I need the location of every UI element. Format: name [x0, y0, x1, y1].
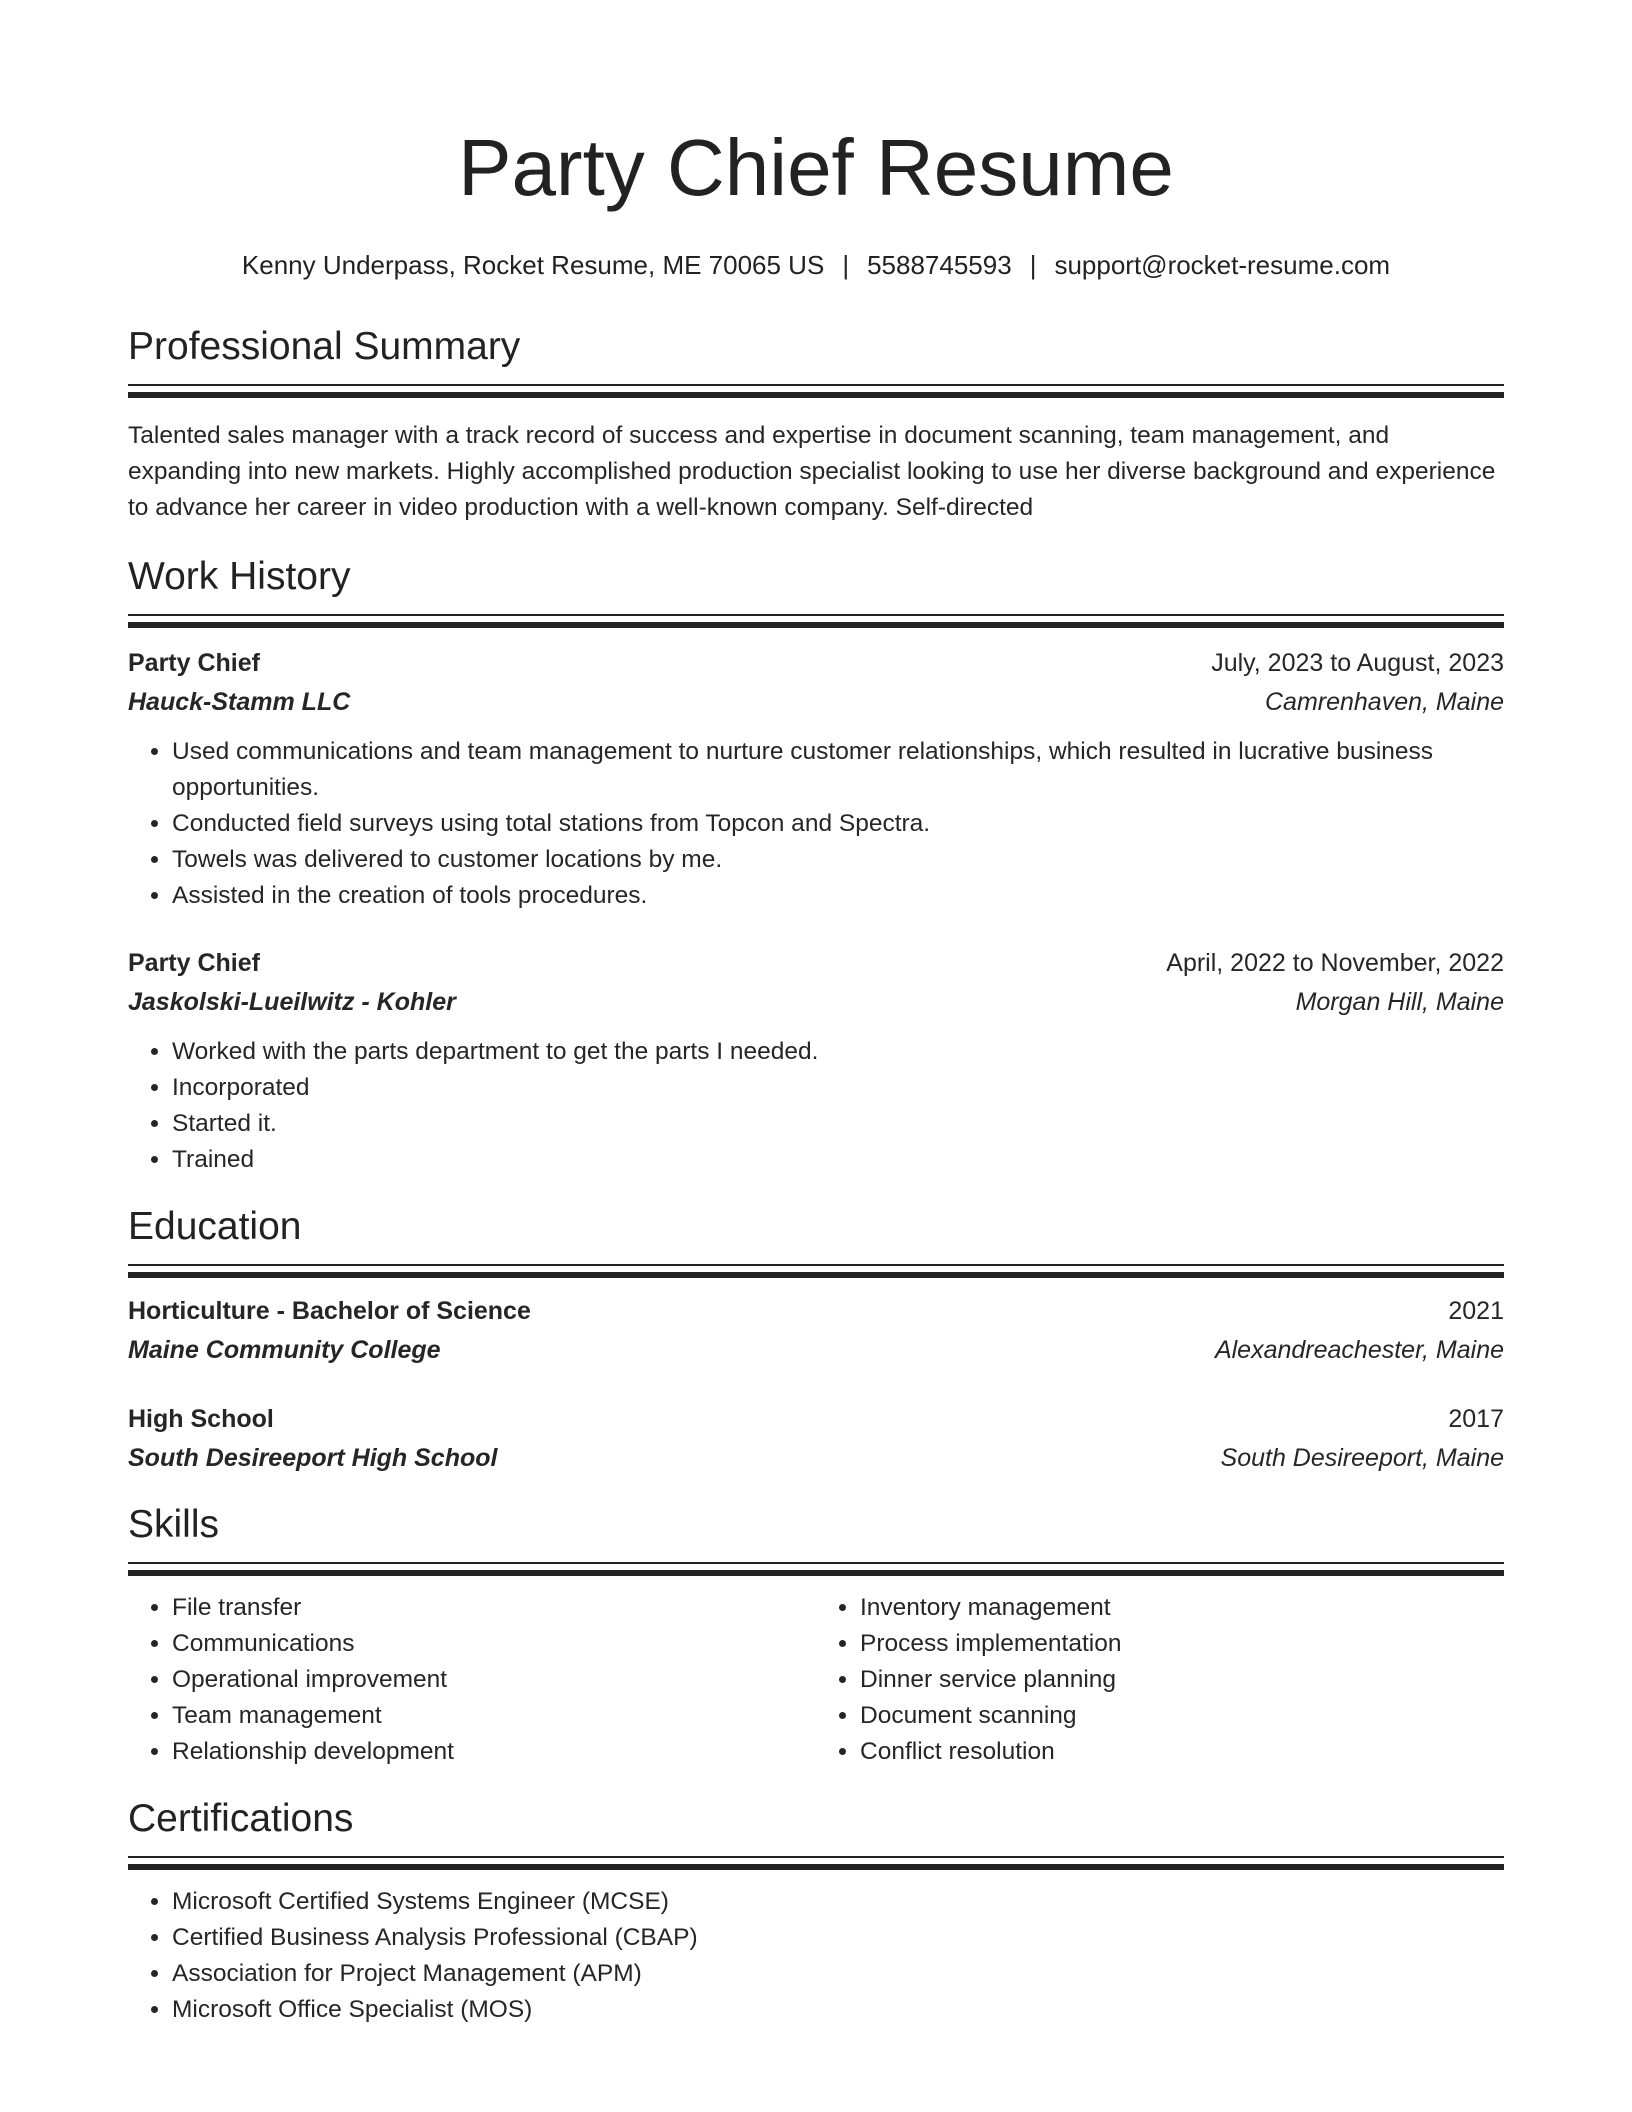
section-heading: Professional Summary [128, 325, 521, 368]
list-item: • Incorporated [172, 1070, 1504, 1106]
school-location: Alexandreachester, Maine [1214, 1336, 1504, 1364]
list-item: • Microsoft Office Specialist (MOS) [172, 1992, 1504, 2028]
section-heading: Certifications [128, 1797, 354, 1840]
certifications-list [128, 1884, 1504, 2028]
section-divider [128, 384, 1504, 398]
list-item: • Towels was delivered to customer locations by me. [172, 842, 1504, 878]
contact-address: Kenny Underpass, Rocket Resume, ME 70065 US [241, 250, 825, 280]
job-bullets [128, 1034, 1504, 1178]
contact-separator: | [842, 250, 850, 280]
section-heading: Skills [128, 1503, 220, 1546]
summary-section [128, 322, 1504, 526]
list-item: • Association for Project Management (APM) [172, 1956, 1504, 1992]
list-item: • Microsoft Certified Systems Engineer (MCSE) [172, 1884, 1504, 1920]
job-title: Party Chief [128, 649, 260, 677]
list-item: • Used communications and team management to nurture customer relationships, which resulted in lucrative business opportunities. [172, 734, 1504, 806]
job-title: Party Chief [128, 949, 260, 977]
list-item: • Worked with the parts department to get the parts I needed. [172, 1034, 1504, 1070]
degree-name: High School [128, 1405, 274, 1433]
list-item: • Communications [172, 1626, 816, 1662]
list-item: • Team management [172, 1698, 816, 1734]
school-location: South Desireeport, Maine [1220, 1444, 1504, 1472]
section-heading: Work History [128, 555, 351, 598]
job-location: Camrenhaven, Maine [1264, 688, 1504, 716]
job-dates: April, 2022 to November, 2022 [1166, 949, 1504, 977]
contact-line [128, 248, 1504, 282]
section-divider [128, 614, 1504, 628]
list-item: • Trained [172, 1142, 1504, 1178]
skills-list-left [128, 1590, 816, 1770]
education-section [128, 1202, 1504, 1478]
contact-email: support@rocket-resume.com [1054, 250, 1391, 280]
section-divider [128, 1264, 1504, 1278]
list-item: • Dinner service planning [860, 1662, 1504, 1698]
skills-section [128, 1500, 1504, 1770]
degree-name: Horticulture - Bachelor of Science [128, 1297, 531, 1325]
section-divider [128, 1856, 1504, 1870]
contact-phone: 5588745593 [867, 250, 1012, 280]
school-name: South Desireeport High School [128, 1444, 498, 1472]
list-item: • Started it. [172, 1106, 1504, 1142]
list-item: • Relationship development [172, 1734, 816, 1770]
graduation-year: 2021 [1448, 1297, 1504, 1325]
job-location: Morgan Hill, Maine [1295, 988, 1504, 1016]
section-heading: Education [128, 1205, 302, 1248]
certifications-section [128, 1794, 1504, 2028]
list-item: • Inventory management [860, 1590, 1504, 1626]
resume-title: Party Chief Resume [458, 123, 1174, 212]
list-item: • Assisted in the creation of tools procedures. [172, 878, 1504, 914]
list-item: • Document scanning [860, 1698, 1504, 1734]
job-entry [128, 944, 1504, 1178]
list-item: • File transfer [172, 1590, 816, 1626]
job-bullets [128, 734, 1504, 914]
job-entry [128, 644, 1504, 914]
job-dates: July, 2023 to August, 2023 [1211, 649, 1504, 677]
list-item: • Certified Business Analysis Professional (CBAP) [172, 1920, 1504, 1956]
list-item: • Process implementation [860, 1626, 1504, 1662]
list-item: • Operational improvement [172, 1662, 816, 1698]
list-item: • Conflict resolution [860, 1734, 1504, 1770]
education-entry [128, 1292, 1504, 1370]
skills-columns [128, 1590, 1504, 1770]
contact-separator: | [1029, 250, 1037, 280]
company-name: Jaskolski-Lueilwitz - Kohler [128, 988, 456, 1016]
skills-list-right [816, 1590, 1504, 1770]
section-divider [128, 1562, 1504, 1576]
list-item: • Conducted field surveys using total stations from Topcon and Spectra. [172, 806, 1504, 842]
company-name: Hauck-Stamm LLC [128, 688, 351, 716]
work-history-section [128, 552, 1504, 1178]
graduation-year: 2017 [1448, 1405, 1504, 1433]
school-name: Maine Community College [128, 1336, 441, 1364]
summary-text: Talented sales manager with a track record of success and expertise in document scanning, team management, and expanding into new markets. Highly accomplished production specialist looking to use her diverse background and experience to advance her career in video production with a well-known company. Self-directed [128, 422, 1496, 521]
education-entry [128, 1400, 1504, 1478]
